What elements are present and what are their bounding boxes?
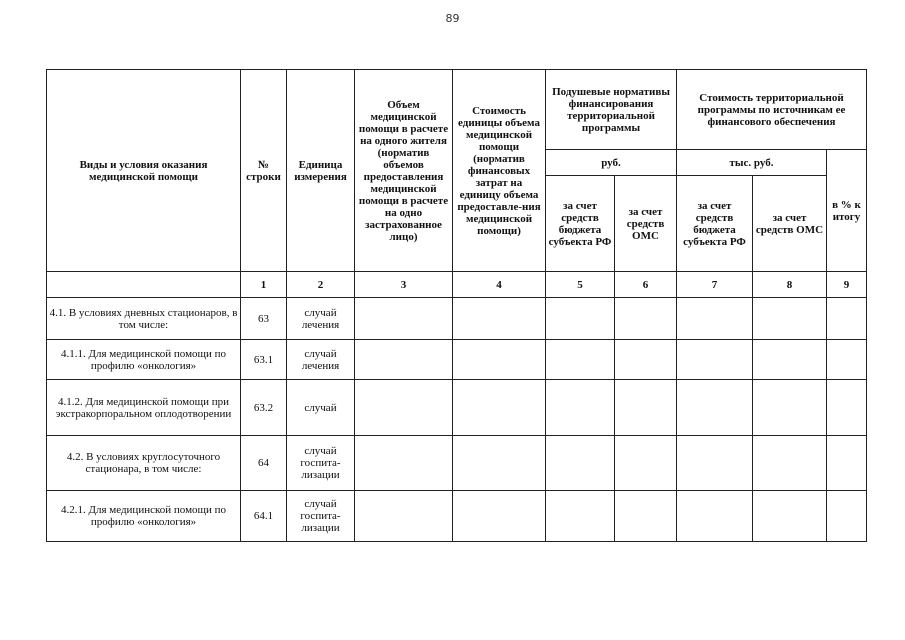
empty-cell xyxy=(677,436,753,491)
empty-cell xyxy=(677,380,753,436)
row-unit: случай госпита-лизации xyxy=(287,436,355,491)
empty-cell xyxy=(615,491,677,542)
header-program-cost: Стоимость территориальной программы по источникам ее финансового обеспечения xyxy=(677,70,867,150)
header-row-no: № строки xyxy=(241,70,287,272)
table-row xyxy=(47,298,867,340)
empty-cell xyxy=(546,340,615,380)
header-volume: Объем медицинской помощи в расчете на одного жителя (норматив объемов предоставления медицинской помощи в расчете на одно застрахованное лицо) xyxy=(355,70,453,272)
empty-cell xyxy=(615,436,677,491)
header-thousand-rub: тыс. руб. xyxy=(677,150,827,176)
table-row xyxy=(47,380,867,436)
column-number: 7 xyxy=(677,272,753,298)
header-budget-subject: за счет средств бюджета субъекта РФ xyxy=(546,176,615,272)
header-rub: руб. xyxy=(546,150,677,176)
empty-cell xyxy=(355,436,453,491)
column-number: 3 xyxy=(355,272,453,298)
row-label: 4.1.1. Для медицинской помощи по профилю «онкология» xyxy=(47,340,241,380)
empty-cell xyxy=(546,298,615,340)
row-unit: случай госпита-лизации xyxy=(287,491,355,542)
empty-cell xyxy=(827,380,867,436)
header-cost: Стоимость единицы объема медицинской помощи (норматив финансовых затрат на единицу объема предоставле-ния медицинской помощи) xyxy=(453,70,546,272)
empty-cell xyxy=(677,491,753,542)
column-number-empty xyxy=(47,272,241,298)
column-number-row xyxy=(47,272,867,298)
column-number: 8 xyxy=(753,272,827,298)
header-percent-total: в % к итогу xyxy=(827,150,867,272)
empty-cell xyxy=(453,491,546,542)
column-number: 1 xyxy=(241,272,287,298)
empty-cell xyxy=(355,298,453,340)
column-number: 4 xyxy=(453,272,546,298)
header-per-capita: Подушевые нормативы финансирования территориальной программы xyxy=(546,70,677,150)
header-unit: Единица измерения xyxy=(287,70,355,272)
row-label: 4.1. В условиях дневных стационаров, в том числе: xyxy=(47,298,241,340)
column-number: 2 xyxy=(287,272,355,298)
empty-cell xyxy=(546,491,615,542)
empty-cell xyxy=(355,380,453,436)
row-number: 64 xyxy=(241,436,287,491)
row-label: 4.2.1. Для медицинской помощи по профилю «онкология» xyxy=(47,491,241,542)
row-unit: случай лечения xyxy=(287,298,355,340)
empty-cell xyxy=(453,340,546,380)
table-row xyxy=(47,436,867,491)
table-row xyxy=(47,340,867,380)
empty-cell xyxy=(615,340,677,380)
empty-cell xyxy=(355,491,453,542)
row-label: 4.1.2. Для медицинской помощи при экстракорпоральном оплодотворении xyxy=(47,380,241,436)
empty-cell xyxy=(827,491,867,542)
header-budget-subject-rf: за счет средств бюджета субъекта РФ xyxy=(677,176,753,272)
empty-cell xyxy=(827,340,867,380)
empty-cell xyxy=(453,380,546,436)
row-unit: случай xyxy=(287,380,355,436)
empty-cell xyxy=(753,380,827,436)
empty-cell xyxy=(546,380,615,436)
empty-cell xyxy=(753,340,827,380)
row-number: 64.1 xyxy=(241,491,287,542)
empty-cell xyxy=(827,298,867,340)
table-row xyxy=(47,491,867,542)
row-unit: случай лечения xyxy=(287,340,355,380)
empty-cell xyxy=(677,340,753,380)
header-oms-funds: за счет средств ОМС xyxy=(615,176,677,272)
empty-cell xyxy=(453,298,546,340)
column-number: 6 xyxy=(615,272,677,298)
empty-cell xyxy=(615,380,677,436)
empty-cell xyxy=(827,436,867,491)
territorial-program-table xyxy=(46,69,867,542)
header-type-conditions: Виды и условия оказания медицинской помощи xyxy=(47,70,241,272)
header-oms-funds-2: за счет средств ОМС xyxy=(753,176,827,272)
empty-cell xyxy=(753,491,827,542)
empty-cell xyxy=(355,340,453,380)
empty-cell xyxy=(677,298,753,340)
page-number: 89 xyxy=(445,12,460,25)
row-number: 63 xyxy=(241,298,287,340)
row-number: 63.2 xyxy=(241,380,287,436)
empty-cell xyxy=(753,298,827,340)
empty-cell xyxy=(753,436,827,491)
empty-cell xyxy=(546,436,615,491)
row-label: 4.2. В условиях круглосуточного стационара, в том числе: xyxy=(47,436,241,491)
column-number: 9 xyxy=(827,272,867,298)
empty-cell xyxy=(615,298,677,340)
row-number: 63.1 xyxy=(241,340,287,380)
column-number: 5 xyxy=(546,272,615,298)
empty-cell xyxy=(453,436,546,491)
